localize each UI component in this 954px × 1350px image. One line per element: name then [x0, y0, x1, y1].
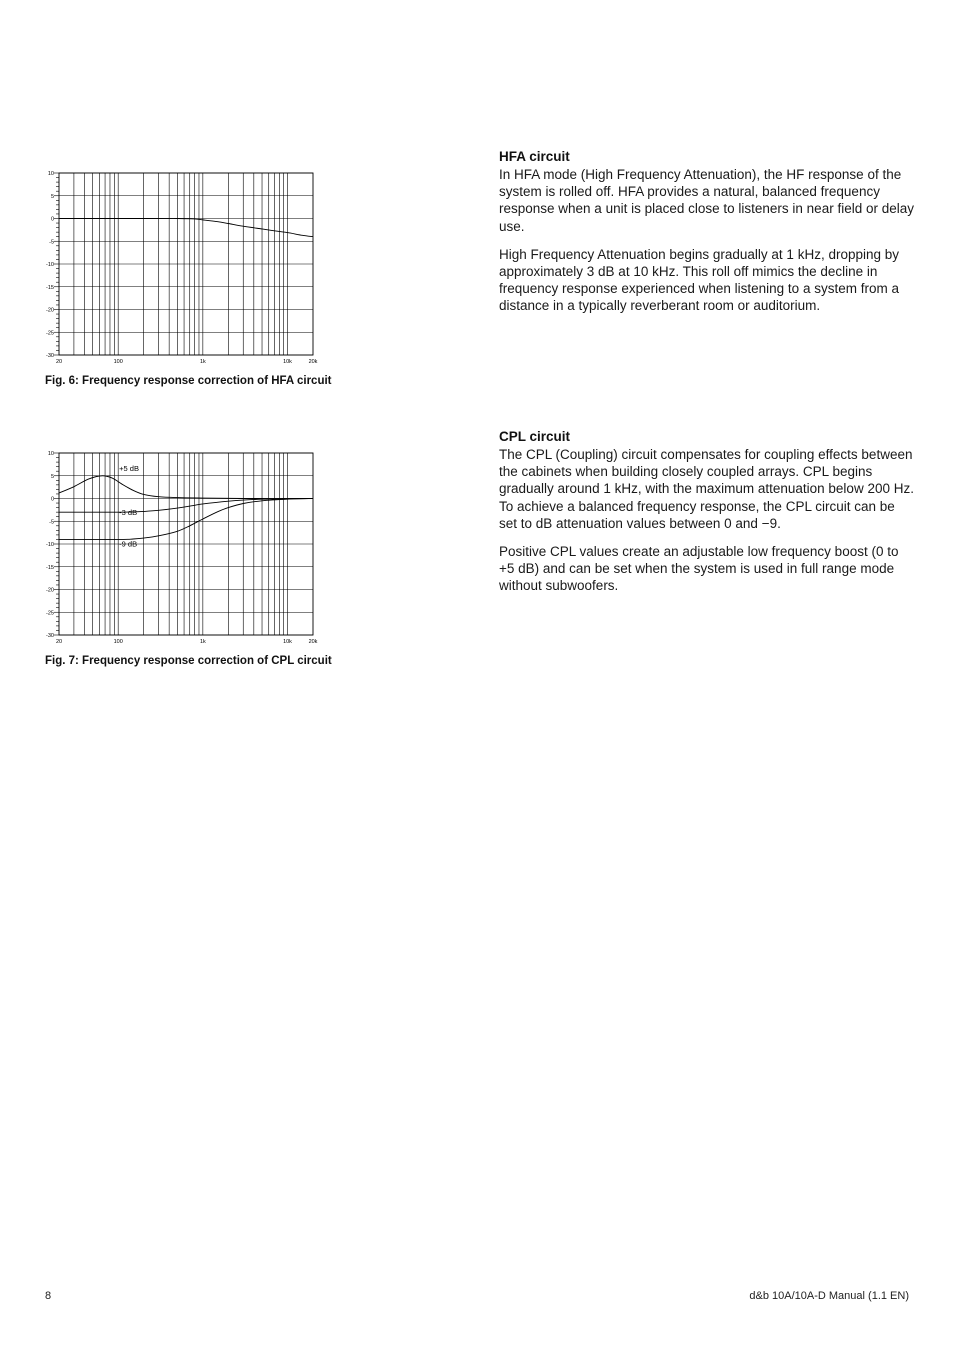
- page-number: 8: [45, 1290, 52, 1302]
- hfa-response-chart: [40, 166, 330, 372]
- y-tick-label: -5: [49, 239, 54, 246]
- x-tick-label: 100: [113, 359, 123, 365]
- x-tick-label: 100: [113, 639, 123, 645]
- cpl-heading: CPL circuit: [499, 429, 571, 444]
- y-tick-label: -15: [46, 284, 54, 291]
- series-line: [59, 499, 313, 513]
- curve-annotation: -3 dB: [119, 507, 138, 517]
- y-tick-label: -15: [46, 564, 54, 571]
- cpl-response-chart: [40, 446, 330, 652]
- y-tick-label: 5: [50, 193, 54, 200]
- y-tick-label: -10: [46, 542, 54, 548]
- y-tick-label: -20: [46, 587, 54, 594]
- hfa-heading: HFA circuit: [499, 149, 570, 164]
- y-tick-label: 0: [50, 216, 54, 223]
- document-title: d&b 10A/10A-D Manual (1.1 EN): [749, 1290, 909, 1302]
- cpl-paragraph-1: The CPL (Coupling) circuit compensates for coupling effects between the cabinets when building closely coupled arrays. CPL begins gradually around 1 kHz, with the maximum attenuation below 200 Hz. To achieve a balanced frequency response, the CPL circuit can be set to dB attenuation values between 0 and −9.: [499, 447, 914, 531]
- figure-6-caption: Fig. 6: Frequency response correction of HFA circuit: [45, 375, 332, 387]
- series-line: [59, 499, 313, 540]
- y-tick-label: 0: [50, 496, 54, 503]
- y-tick-label: -5: [49, 519, 54, 526]
- cpl-paragraph-2: Positive CPL values create an adjustable low frequency boost (0 to +5 dB) and can be set when the system is used in full range mode without subwoofers.: [499, 544, 899, 594]
- y-tick-label: -20: [46, 307, 54, 314]
- curve-annotation: +5 dB: [119, 464, 139, 474]
- y-tick-label: 10: [47, 451, 54, 457]
- series-line: [59, 476, 313, 499]
- y-tick-label: -25: [46, 610, 54, 617]
- x-tick-label: 20k: [308, 639, 318, 645]
- curve-annotation: -9 dB: [119, 539, 138, 549]
- series-line: [59, 218, 313, 236]
- y-tick-label: -10: [46, 262, 54, 268]
- y-tick-label: 5: [50, 473, 54, 480]
- figure-7-caption: Fig. 7: Frequency response correction of CPL circuit: [45, 655, 332, 667]
- x-tick-label: 20k: [308, 359, 318, 365]
- cpl-section: [499, 429, 914, 606]
- x-tick-label: 1k: [199, 359, 206, 365]
- x-tick-label: 20: [55, 639, 63, 645]
- hfa-paragraph-1: In HFA mode (High Frequency Attenuation), the HF response of the system is rolled off. HFA provides a natural, balanced frequency response when a unit is placed close to listeners in near field or delay use.: [499, 167, 914, 234]
- hfa-section: [499, 149, 914, 326]
- x-tick-label: 10k: [283, 359, 292, 365]
- y-tick-label: 10: [47, 171, 54, 177]
- x-tick-label: 10k: [283, 639, 292, 645]
- y-tick-label: -30: [46, 633, 54, 639]
- y-tick-label: -30: [46, 353, 54, 359]
- hfa-paragraph-2: High Frequency Attenuation begins gradually at 1 kHz, dropping by approximately 3 dB at 10 kHz. This roll off mimics the decline in frequency response experienced when listening to a system from a distance in a typically reverberant room or auditorium.: [499, 246, 899, 314]
- x-tick-label: 1k: [199, 639, 206, 645]
- y-tick-label: -25: [46, 330, 54, 337]
- x-tick-label: 20: [55, 359, 63, 365]
